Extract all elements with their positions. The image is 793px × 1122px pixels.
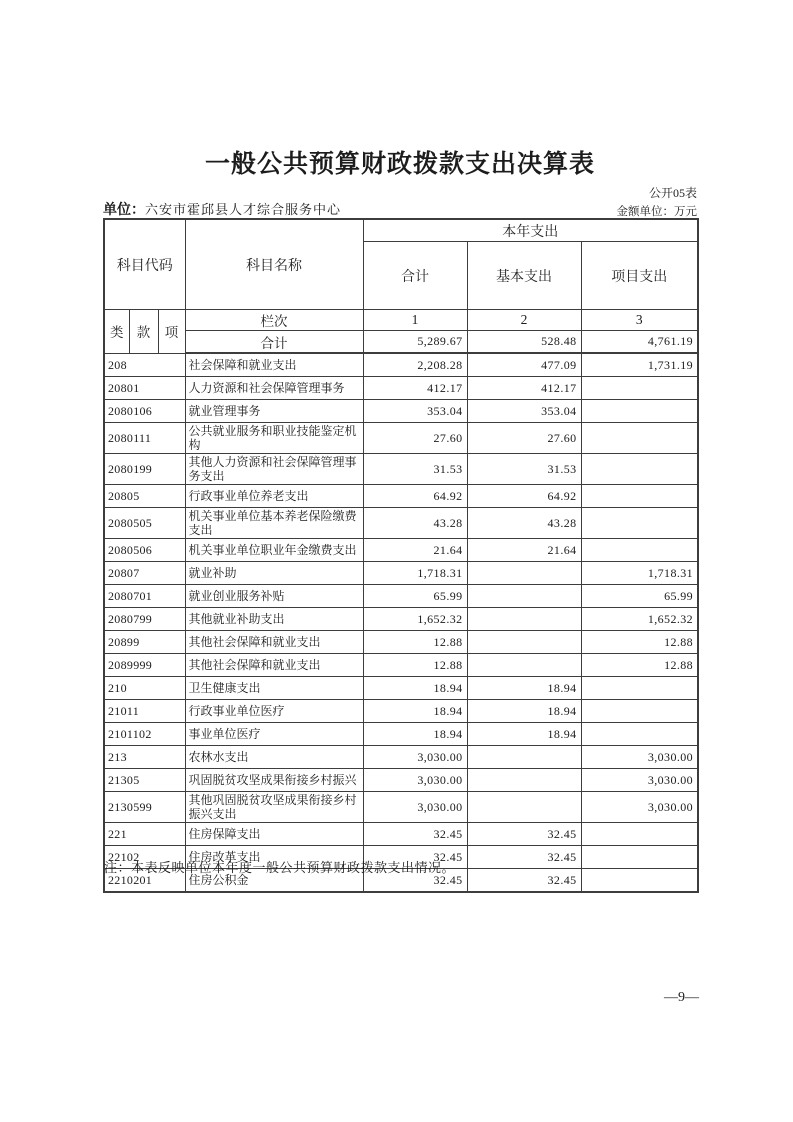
total-cell: 3,030.00 [363, 769, 467, 792]
basic-expenditure-cell: 27.60 [467, 423, 581, 454]
total-cell: 3,030.00 [363, 746, 467, 769]
subject-name-cell: 其他社会保障和就业支出 [185, 654, 363, 677]
basic-expenditure-cell [467, 631, 581, 654]
page-number: —9— [664, 990, 699, 1005]
total-cell: 43.28 [363, 508, 467, 539]
grand-total-total: 5,289.67 [363, 331, 467, 354]
table-row [104, 539, 698, 562]
basic-expenditure-cell: 64.92 [467, 485, 581, 508]
subject-code-cell: 2080505 [104, 508, 185, 539]
subject-name-cell: 机关事业单位基本养老保险缴费支出 [185, 508, 363, 539]
subject-code-cell: 2080799 [104, 608, 185, 631]
subject-name-cell: 其他人力资源和社会保障管理事务支出 [185, 454, 363, 485]
table-row [104, 608, 698, 631]
project-expenditure-cell [581, 485, 698, 508]
subject-name-cell: 其他巩固脱贫攻坚成果衔接乡村振兴支出 [185, 792, 363, 823]
project-expenditure-cell [581, 700, 698, 723]
table-row [104, 353, 698, 377]
basic-expenditure-cell: 18.94 [467, 677, 581, 700]
subject-name-cell: 行政事业单位养老支出 [185, 485, 363, 508]
subject-code-cell: 2080506 [104, 539, 185, 562]
project-expenditure-cell [581, 539, 698, 562]
header-section: 款 [129, 310, 158, 354]
project-expenditure-cell: 1,718.31 [581, 562, 698, 585]
total-cell: 18.94 [363, 723, 467, 746]
subject-code-cell: 20807 [104, 562, 185, 585]
subject-name-cell: 社会保障和就业支出 [185, 353, 363, 377]
subject-name-cell: 就业管理事务 [185, 400, 363, 423]
total-cell: 3,030.00 [363, 792, 467, 823]
subject-code-cell: 20899 [104, 631, 185, 654]
subject-code-cell: 221 [104, 823, 185, 846]
total-cell: 412.17 [363, 377, 467, 400]
expenditure-table [103, 218, 699, 893]
subject-code-cell: 2210201 [104, 869, 185, 893]
unit-line [103, 199, 341, 219]
subject-code-cell: 213 [104, 746, 185, 769]
unit-name: 六安市霍邱县人才综合服务中心 [145, 202, 342, 217]
subject-code-cell: 2080106 [104, 400, 185, 423]
table-row [104, 454, 698, 485]
header-column-index-label: 栏次 [185, 310, 363, 331]
header-row-top [104, 219, 698, 242]
total-cell: 353.04 [363, 400, 467, 423]
subject-name-cell: 住房公积金 [185, 869, 363, 893]
project-expenditure-cell [581, 869, 698, 893]
total-cell: 21.64 [363, 539, 467, 562]
table-row [104, 700, 698, 723]
basic-expenditure-cell: 18.94 [467, 723, 581, 746]
project-expenditure-cell [581, 677, 698, 700]
total-cell: 1,652.32 [363, 608, 467, 631]
basic-expenditure-cell [467, 654, 581, 677]
subject-code-cell: 21305 [104, 769, 185, 792]
total-cell: 27.60 [363, 423, 467, 454]
subject-name-cell: 卫生健康支出 [185, 677, 363, 700]
project-expenditure-cell [581, 723, 698, 746]
subject-code-cell: 20801 [104, 377, 185, 400]
table-row [104, 508, 698, 539]
project-expenditure-cell [581, 377, 698, 400]
basic-expenditure-cell [467, 792, 581, 823]
header-subject-code: 科目代码 [104, 219, 185, 310]
basic-expenditure-cell [467, 746, 581, 769]
header-item: 项 [158, 310, 185, 354]
column-number-1: 1 [363, 310, 467, 331]
project-expenditure-cell [581, 423, 698, 454]
table-row [104, 423, 698, 454]
total-cell: 1,718.31 [363, 562, 467, 585]
project-expenditure-cell: 12.88 [581, 631, 698, 654]
table-row [104, 677, 698, 700]
subject-name-cell: 其他就业补助支出 [185, 608, 363, 631]
header-basic-expenditure: 基本支出 [467, 242, 581, 310]
total-cell: 32.45 [363, 823, 467, 846]
total-cell: 64.92 [363, 485, 467, 508]
subject-code-cell: 208 [104, 353, 185, 377]
subject-name-cell: 事业单位医疗 [185, 723, 363, 746]
column-number-2: 2 [467, 310, 581, 331]
header-project-expenditure: 项目支出 [581, 242, 698, 310]
header-row-column-index [104, 310, 698, 331]
table-row [104, 823, 698, 846]
basic-expenditure-cell: 353.04 [467, 400, 581, 423]
project-expenditure-cell [581, 846, 698, 869]
subject-code-cell: 21011 [104, 700, 185, 723]
total-cell: 18.94 [363, 700, 467, 723]
table-row [104, 562, 698, 585]
basic-expenditure-cell: 412.17 [467, 377, 581, 400]
subject-code-cell: 2130599 [104, 792, 185, 823]
total-cell: 12.88 [363, 631, 467, 654]
total-cell: 32.45 [363, 869, 467, 893]
table-row [104, 792, 698, 823]
subject-name-cell: 机关事业单位职业年金缴费支出 [185, 539, 363, 562]
table-row [104, 654, 698, 677]
basic-expenditure-cell: 18.94 [467, 700, 581, 723]
basic-expenditure-cell: 477.09 [467, 353, 581, 377]
table-row [104, 377, 698, 400]
subject-name-cell: 住房保障支出 [185, 823, 363, 846]
column-number-3: 3 [581, 310, 698, 331]
grand-total-project: 4,761.19 [581, 331, 698, 354]
project-expenditure-cell [581, 823, 698, 846]
project-expenditure-cell [581, 508, 698, 539]
subject-code-cell: 2089999 [104, 654, 185, 677]
grand-total-label: 合计 [185, 331, 363, 354]
subject-code-cell: 20805 [104, 485, 185, 508]
subject-name-cell: 公共就业服务和职业技能鉴定机构 [185, 423, 363, 454]
basic-expenditure-cell [467, 562, 581, 585]
subject-code-cell: 2080701 [104, 585, 185, 608]
table-row [104, 485, 698, 508]
project-expenditure-cell: 3,030.00 [581, 792, 698, 823]
project-expenditure-cell [581, 454, 698, 485]
subject-code-cell: 2080199 [104, 454, 185, 485]
subject-name-cell: 就业创业服务补贴 [185, 585, 363, 608]
amount-unit-label: 金额单位：万元 [616, 206, 697, 218]
total-cell: 12.88 [363, 654, 467, 677]
grand-total-row [104, 331, 698, 354]
subject-code-cell: 22102 [104, 846, 185, 869]
total-cell: 32.45 [363, 846, 467, 869]
table-body [104, 353, 698, 892]
basic-expenditure-cell [467, 608, 581, 631]
subject-name-cell: 农林水支出 [185, 746, 363, 769]
subject-code-cell: 210 [104, 677, 185, 700]
grand-total-basic: 528.48 [467, 331, 581, 354]
table-row [104, 631, 698, 654]
basic-expenditure-cell: 31.53 [467, 454, 581, 485]
subject-name-cell: 巩固脱贫攻坚成果衔接乡村振兴 [185, 769, 363, 792]
header-total: 合计 [363, 242, 467, 310]
project-expenditure-cell: 3,030.00 [581, 746, 698, 769]
table-row [104, 400, 698, 423]
doc-label: 公开05表 [648, 186, 697, 200]
basic-expenditure-cell [467, 585, 581, 608]
table-row [104, 585, 698, 608]
table-note: 注：本表反映单位本年度一般公共预算财政拨款支出情况。 [104, 860, 456, 875]
basic-expenditure-cell: 32.45 [467, 869, 581, 893]
project-expenditure-cell: 1,652.32 [581, 608, 698, 631]
basic-expenditure-cell: 32.45 [467, 846, 581, 869]
total-cell: 65.99 [363, 585, 467, 608]
project-expenditure-cell: 1,731.19 [581, 353, 698, 377]
subject-name-cell: 其他社会保障和就业支出 [185, 631, 363, 654]
project-expenditure-cell: 3,030.00 [581, 769, 698, 792]
table-row [104, 746, 698, 769]
total-cell: 31.53 [363, 454, 467, 485]
total-cell: 18.94 [363, 677, 467, 700]
basic-expenditure-cell: 21.64 [467, 539, 581, 562]
project-expenditure-cell: 65.99 [581, 585, 698, 608]
subject-name-cell: 就业补助 [185, 562, 363, 585]
subject-name-cell: 人力资源和社会保障管理事务 [185, 377, 363, 400]
unit-label: 单位： [103, 203, 145, 218]
page-title: 一般公共预算财政拨款支出决算表 [204, 150, 595, 178]
project-expenditure-cell [581, 400, 698, 423]
project-expenditure-cell: 12.88 [581, 654, 698, 677]
table-row [104, 723, 698, 746]
basic-expenditure-cell [467, 769, 581, 792]
basic-expenditure-cell: 32.45 [467, 823, 581, 846]
subject-name-cell: 住房改革支出 [185, 846, 363, 869]
subject-code-cell: 2080111 [104, 423, 185, 454]
total-cell: 2,208.28 [363, 353, 467, 377]
subject-code-cell: 2101102 [104, 723, 185, 746]
header-current-year-expenditure: 本年支出 [363, 219, 698, 242]
header-category: 类 [104, 310, 129, 354]
header-subject-name: 科目名称 [185, 219, 363, 310]
table-row [104, 769, 698, 792]
subject-name-cell: 行政事业单位医疗 [185, 700, 363, 723]
basic-expenditure-cell: 43.28 [467, 508, 581, 539]
